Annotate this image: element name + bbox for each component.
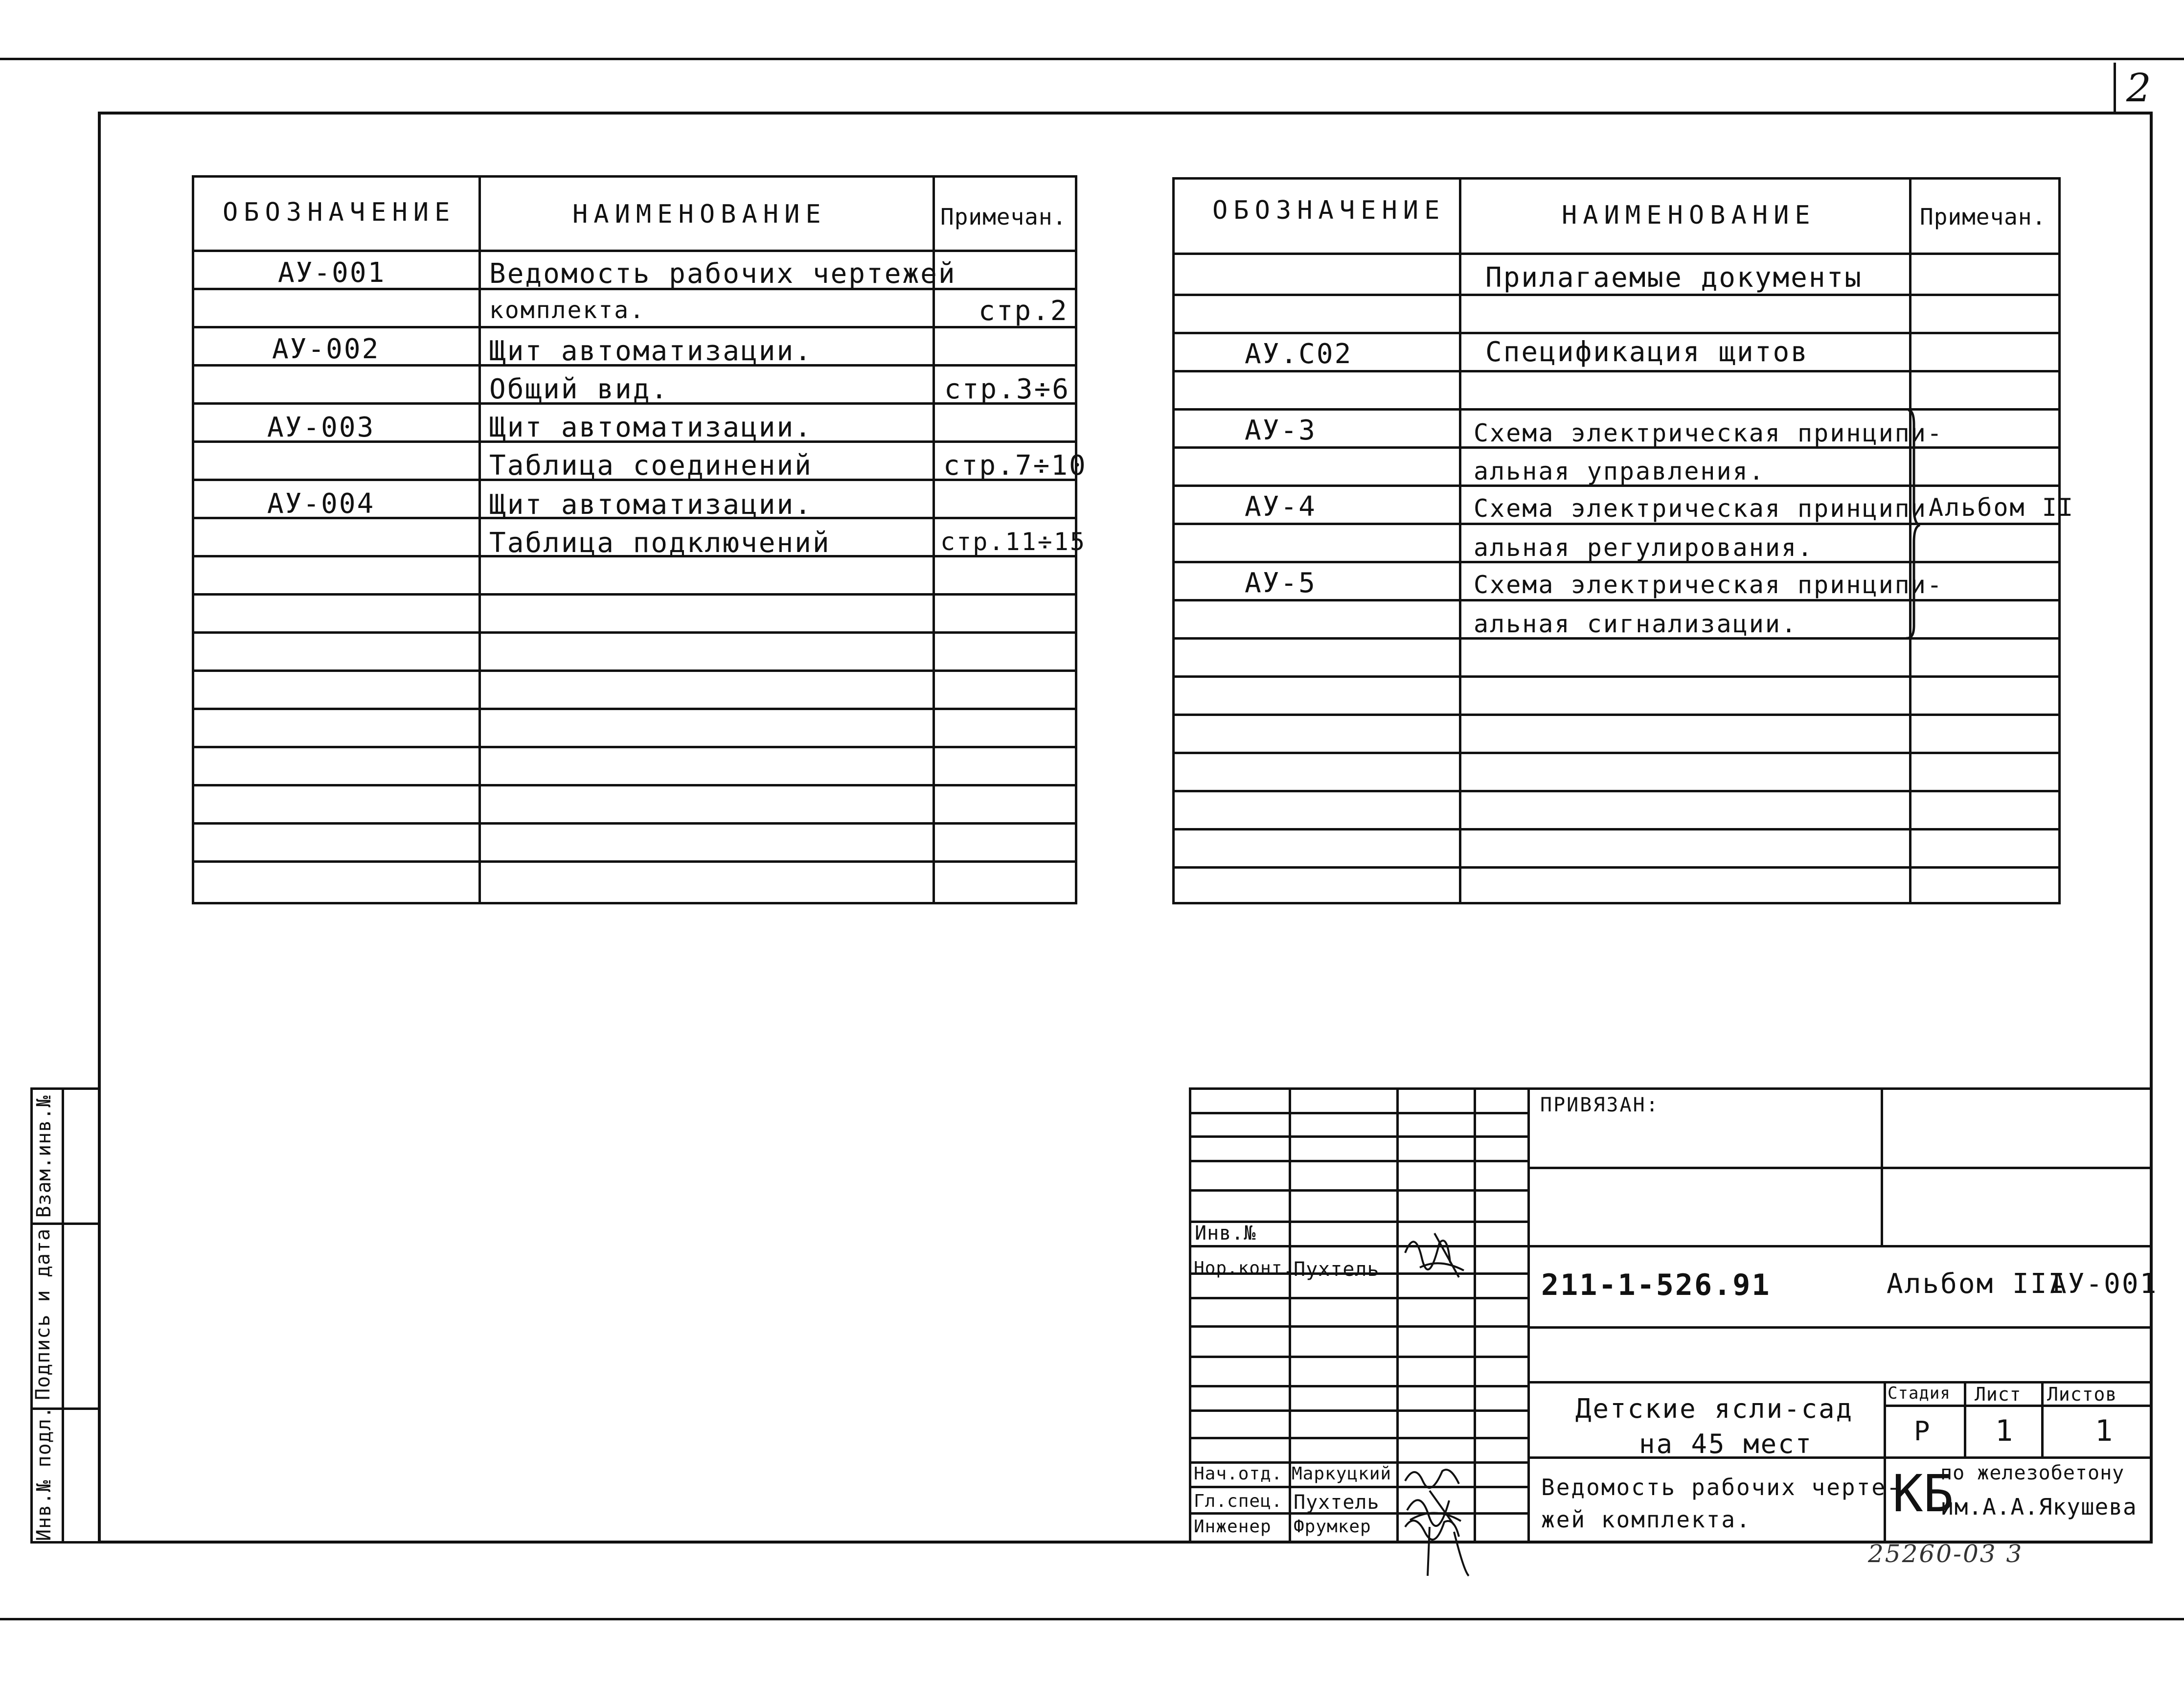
tb-left-row-rule-15 xyxy=(1189,1486,1527,1488)
tb-org-line-2: им.А.А.Якушева xyxy=(1940,1494,2137,1520)
left-table-col-divider-1 xyxy=(478,175,481,904)
tb-person-4-name: Фрумкер xyxy=(1294,1517,1371,1537)
right-row-1-name: Прилагаемые документы xyxy=(1485,262,1863,294)
left-row-6-note: стр.7÷10 xyxy=(943,450,1087,482)
tb-project-title-2: на 45 мест xyxy=(1639,1429,1813,1459)
tb-doc-code: 211-1-526.91 xyxy=(1541,1268,1771,1302)
right-table-row-rule-4 xyxy=(1172,408,2061,411)
tb-rule-code-bottom xyxy=(1527,1326,2153,1329)
tb-left-row-rule-6 xyxy=(1189,1245,1527,1247)
signature-engineer xyxy=(1400,1512,1479,1581)
left-table-row-rule-16 xyxy=(192,860,1077,863)
left-row-3-name: Щит автоматизации. xyxy=(489,335,813,367)
right-row-7-note: Альбом II xyxy=(1929,493,2074,522)
side-stamp-divider xyxy=(62,1087,64,1544)
tb-privyazan-divider xyxy=(1881,1087,1883,1245)
tb-person-3-name: Пухтель xyxy=(1294,1491,1380,1514)
sheet-number: 2 xyxy=(2126,65,2153,111)
page-bottom-rule xyxy=(0,1618,2184,1620)
left-row-1-name: Ведомость рабочих чертежей xyxy=(489,258,956,290)
left-row-6-name: Таблица соединений xyxy=(489,450,813,482)
tb-left-row-rule-1 xyxy=(1189,1112,1527,1114)
tb-col-4 xyxy=(1527,1087,1530,1544)
tb-left-row-rule-10 xyxy=(1189,1356,1527,1358)
tb-sheets-value: 1 xyxy=(2095,1414,2115,1448)
left-header-note: Примечан. xyxy=(940,204,1067,230)
right-table-row-rule-11 xyxy=(1172,675,2061,678)
left-row-5-name: Щит автоматизации. xyxy=(489,412,813,443)
left-table-header-rule xyxy=(192,250,1077,252)
right-row-6-name: альная управления. xyxy=(1474,457,1765,485)
tb-left-row-rule-12 xyxy=(1189,1409,1527,1412)
tb-rule-sheet-title xyxy=(1527,1456,2153,1459)
right-table-row-rule-12 xyxy=(1172,714,2061,716)
side-stamp-rule-1 xyxy=(30,1222,99,1225)
tb-left-row-rule-11 xyxy=(1189,1385,1527,1387)
left-table-row-rule-13 xyxy=(192,746,1077,748)
tb-col-1 xyxy=(1289,1087,1291,1544)
tb-person-4-role: Инженер xyxy=(1194,1517,1272,1537)
side-stamp-vzam: Взам.инв.№ xyxy=(33,1095,55,1218)
left-row-4-name: Общий вид. xyxy=(489,373,669,405)
right-row-10-name: альная сигнализации. xyxy=(1474,610,1798,638)
tb-sheet-title-2: жей комплекта. xyxy=(1541,1506,1752,1533)
tb-stage-value: Р xyxy=(1914,1416,1932,1447)
right-row-8-name: альная регулирования. xyxy=(1474,533,1814,562)
left-table-row-rule-15 xyxy=(192,822,1077,825)
right-row-9-name: Схема электрическая принципи- xyxy=(1474,571,1943,599)
left-table-row-rule-11 xyxy=(192,669,1077,672)
right-table-header-rule xyxy=(1172,253,2061,255)
tb-privyazan: ПРИВЯЗАН: xyxy=(1540,1094,1660,1116)
right-table-row-rule-15 xyxy=(1172,828,2061,830)
tb-project-title-1: Детские ясли-сад xyxy=(1575,1393,1854,1424)
tb-person-1-role: Нор.конт. xyxy=(1194,1258,1294,1278)
left-table-row-rule-10 xyxy=(192,631,1077,634)
tb-rule-privyazan xyxy=(1527,1167,2153,1169)
tb-sheet-value: 1 xyxy=(1995,1414,2015,1448)
right-row-5-name: Схема электрическая принципи- xyxy=(1474,419,1943,447)
left-row-5-code: АУ-003 xyxy=(267,412,375,443)
left-header-name: НАИМЕНОВАНИЕ xyxy=(572,200,827,229)
side-stamp-inv-podl: Инв.№ подл. xyxy=(33,1406,55,1541)
album-group-brace xyxy=(1903,410,1923,640)
right-header-code: ОБОЗНАЧЕНИЕ xyxy=(1212,196,1446,225)
right-header-name: НАИМЕНОВАНИЕ xyxy=(1562,201,1816,230)
right-row-9-code: АУ-5 xyxy=(1245,567,1317,599)
tb-album: Альбом III xyxy=(1887,1268,2067,1300)
right-table-row-rule-3 xyxy=(1172,370,2061,372)
right-table-row-rule-9 xyxy=(1172,599,2061,601)
tb-person-1-name: Пухтель xyxy=(1294,1258,1380,1281)
right-table-row-rule-7 xyxy=(1172,523,2061,525)
tb-col-2 xyxy=(1396,1087,1399,1544)
signature-norm-control xyxy=(1400,1223,1469,1282)
side-stamp-podpis: Подпись и дата xyxy=(32,1228,54,1400)
left-row-3-code: АУ-002 xyxy=(272,333,380,365)
left-row-7-code: АУ-004 xyxy=(267,488,375,520)
tb-stage-label: Стадия xyxy=(1888,1383,1951,1403)
right-table-row-rule-13 xyxy=(1172,752,2061,754)
left-row-8-note: стр.11÷15 xyxy=(940,528,1086,556)
tb-sheets-label: Листов xyxy=(2047,1383,2117,1405)
tb-left-row-rule-9 xyxy=(1189,1325,1527,1328)
tb-left-row-rule-3 xyxy=(1189,1160,1527,1162)
right-row-7-name: Схема электрическая принципи- xyxy=(1474,494,1943,523)
tb-left-row-rule-2 xyxy=(1189,1135,1527,1138)
tb-org-mark: КБ xyxy=(1892,1464,1954,1523)
page-top-rule xyxy=(0,58,2184,60)
tb-col-3 xyxy=(1474,1087,1476,1544)
right-row-5-code: АУ-3 xyxy=(1245,415,1317,446)
right-row-3-code: АУ.С02 xyxy=(1245,338,1353,370)
tb-left-row-rule-4 xyxy=(1189,1189,1527,1192)
right-table-row-rule-1 xyxy=(1172,294,2061,296)
left-row-2-note: стр.2 xyxy=(978,295,1069,327)
tb-left-row-rule-13 xyxy=(1189,1437,1527,1439)
tb-org-line-1: по железобетону xyxy=(1940,1462,2125,1484)
tb-rule-code-top xyxy=(1527,1245,2153,1247)
tb-sheet-col xyxy=(1964,1381,1966,1456)
tb-sheet-title-1: Ведомость рабочих черте- xyxy=(1541,1474,1902,1500)
left-header-code: ОБОЗНАЧЕНИЕ xyxy=(223,198,456,227)
right-row-7-code: АУ-4 xyxy=(1245,491,1317,523)
tb-person-3-role: Гл.спец. xyxy=(1194,1491,1283,1511)
tb-person-2-role: Нач.отд. xyxy=(1194,1464,1283,1484)
tb-left-row-rule-8 xyxy=(1189,1297,1527,1299)
left-row-7-name: Щит автоматизации. xyxy=(489,489,813,521)
right-row-3-name: Спецификация щитов xyxy=(1485,336,1809,368)
left-table-row-rule-9 xyxy=(192,593,1077,596)
right-header-note: Примечан. xyxy=(1920,204,2047,230)
tb-sheet-label: Лист xyxy=(1975,1383,2022,1405)
tb-person-2-name: Маркуцкий xyxy=(1292,1464,1392,1484)
left-table-row-rule-12 xyxy=(192,708,1077,710)
left-table-row-rule-2 xyxy=(192,326,1077,328)
archive-number: 25260-03 3 xyxy=(1868,1540,2024,1568)
right-table-row-rule-14 xyxy=(1172,790,2061,792)
left-row-2-name: комплекта. xyxy=(489,297,645,324)
left-row-8-name: Таблица подключений xyxy=(489,527,831,559)
left-row-1-code: АУ-001 xyxy=(278,257,386,289)
tb-sheets-col xyxy=(2041,1381,2044,1456)
left-table-row-rule-14 xyxy=(192,784,1077,786)
right-table-row-rule-16 xyxy=(1172,866,2061,869)
left-row-4-note: стр.3÷6 xyxy=(944,373,1070,405)
right-table-col-divider-1 xyxy=(1459,177,1461,904)
tb-inv-no: Инв.№ xyxy=(1195,1222,1256,1245)
right-table-row-rule-2 xyxy=(1172,332,2061,334)
tb-sheet-code: АУ-001 xyxy=(2050,1268,2158,1300)
